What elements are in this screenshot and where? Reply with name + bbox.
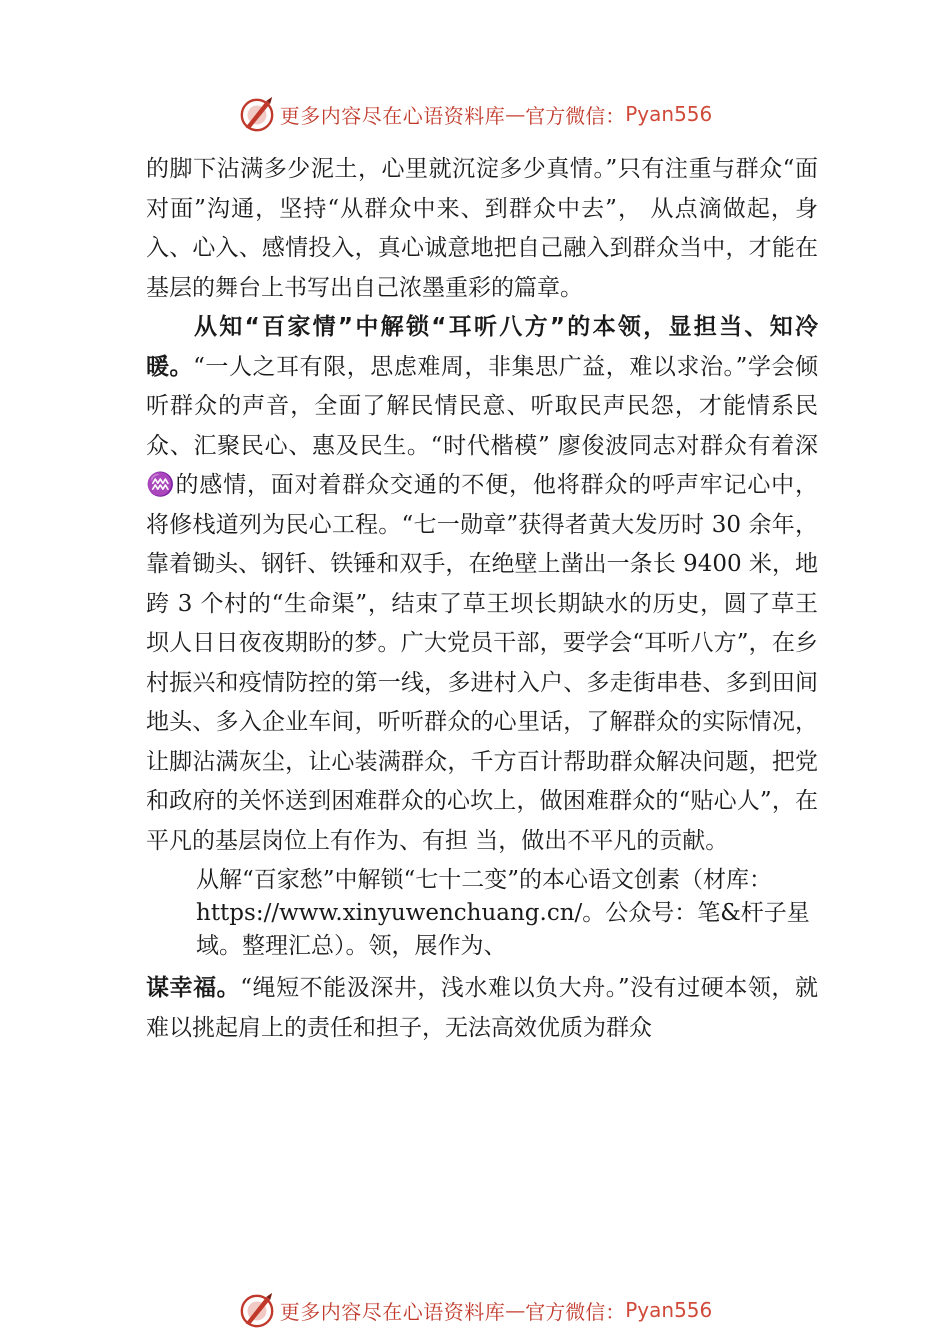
paragraph-3	[146, 969, 818, 1048]
document-body	[146, 150, 818, 1048]
footer-banner	[0, 1288, 950, 1332]
paragraph-2-heading: 从知“百家情”中解锁“耳听八方”的本领，显担当、知冷暖。	[146, 314, 818, 380]
header-banner-text: 更多内容尽在心语资料库	[279, 103, 506, 128]
pen-logo-icon	[238, 1291, 276, 1329]
header-wechat-label: 官方微信：	[525, 103, 626, 128]
paragraph-2	[146, 308, 818, 861]
footer-banner-text: 更多内容尽在心语资料库	[279, 1299, 506, 1324]
paragraph-1: 的脚下沾满多少泥土，心里就沉淀多少真情。”只有注重与群众“面对面”沟通，坚持“从群众中来、到群众中去”， 从点滴做起，身入、心入、感情投入，真心诚意地把自己融入到群众当中，才能在基层的舞台上书写出自己浓墨重彩的篇章。	[146, 156, 818, 301]
paragraph-3-body: “绳短不能汲深井，浅水难以负大舟。”没有过硬本领，就难以挑起肩上的责任和担子，无法高效优质为群众	[146, 975, 818, 1041]
source-note: 从解“百家愁”中解锁“七十二变”的本心语文创素（材库：https://www.xinyuwenchuang.cn/。公众号：笔&杆子星域。整理汇总）。领，展作为、	[196, 867, 810, 959]
paragraph-2-body: “一人之耳有限，思虑难周，非集思广益，难以求治。”学会倾听群众的声音，全面了解民情民意、听取民声民怨，才能情系民众、汇聚民心、惠及民生。“时代楷模” 廖俊波同志对群众有着深♒的感情，面对着群众交通的不便，他将群众的呼声牢记心中，将修栈道列为民心工程。“七一勋章”获得者黄大发历时 30 余年，靠着锄头、钢钎、铁锤和双手，在绝壁上凿出一条长 9400 米，地跨 3 个村的“生命渠”，结束了草王坝长期缺水的历史，圆了草王坝人日日夜夜期盼的梦。广大党员干部，要学会“耳听八方”，在乡村振兴和疫情防控的第一线，多进村入户、多走街串巷、多到田间地头、多入企业车间，听听群众的心里话，了解群众的实际情况，让脚沾满灰尘，让心装满群众，千方百计帮助群众解决问题，把党和政府的关怀送到困难群众的心坎上，做困难群众的“贴心人”，在平凡的基层岗位上有作为、有担 当，做出不平凡的贡献。	[146, 353, 818, 854]
footer-wechat-id: Pyan556	[625, 1298, 713, 1322]
footer-banner-separator: —	[505, 1298, 526, 1322]
header-wechat-id: Pyan556	[625, 102, 713, 126]
header-banner-separator: —	[505, 102, 526, 126]
header-banner	[0, 92, 950, 136]
footer-wechat-label: 官方微信：	[525, 1299, 626, 1324]
pen-logo-icon	[238, 95, 276, 133]
paragraph-3-heading: 谋幸福。	[146, 975, 241, 1001]
